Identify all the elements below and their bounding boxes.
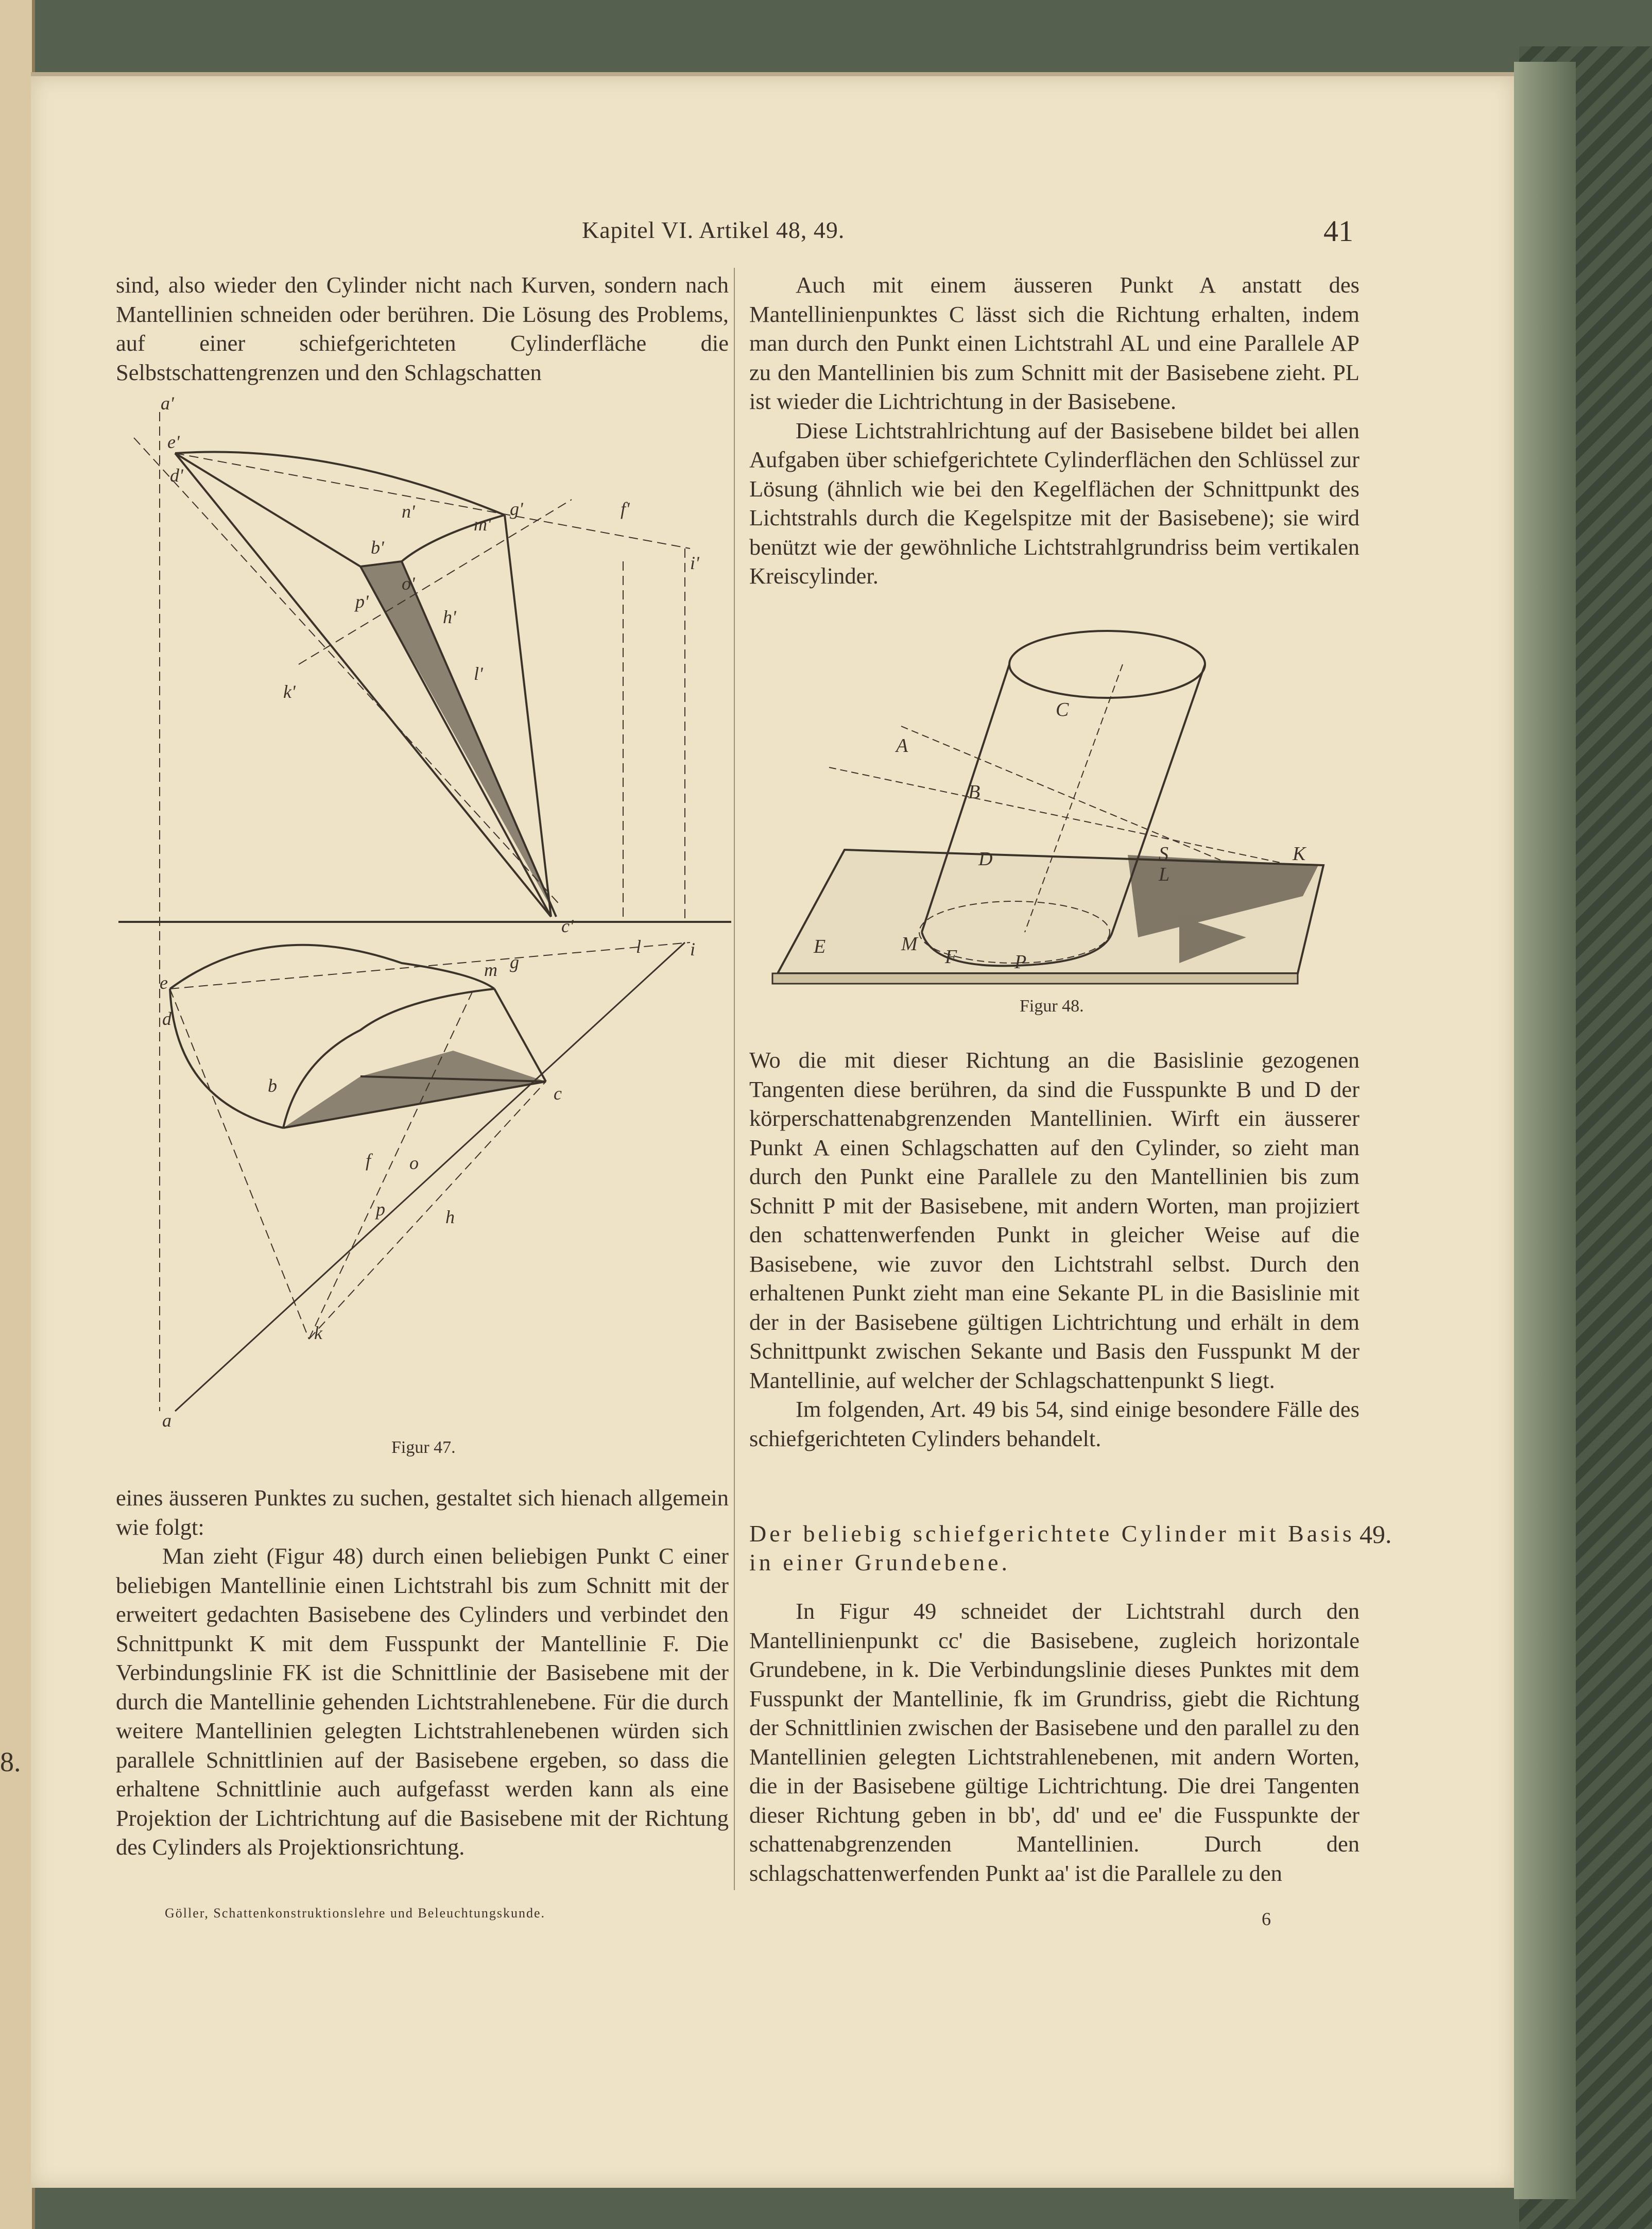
svg-text:h': h' bbox=[443, 607, 456, 627]
svg-text:S: S bbox=[1159, 843, 1168, 865]
paragraph: In Figur 49 schneidet der Lichtstrahl durch den Mantellinienpunkt cc' die Basisebene, zugleich horizontale Grundebene, in k. Die Verbindungslinie dieses Punktes mit dem Fusspunkt der Mantellinie, fk im Grundriss, giebt die Richtung der Schnittlinien zwischen der Basisebene und den parallel zu den Mantellinien gelegten Lichtstrahlenebenen, mit andern Worten, die in der Basisebene gültige Lichtrichtung. Die drei Tangenten dieser Richtung geben in bb', dd' und ee' die Fusspunkte der schattenabgrenzenden Mantellinien. Durch den schlagschattenwerfenden Punkt aa' ist die Parallele zu den bbox=[749, 1598, 1360, 1886]
svg-text:k: k bbox=[314, 1323, 322, 1343]
svg-text:E: E bbox=[814, 936, 826, 957]
running-title: Kapitel VI. Artikel 48, 49. bbox=[582, 217, 845, 243]
section-margin-number: 49. bbox=[1360, 1520, 1392, 1549]
svg-text:f': f' bbox=[621, 499, 630, 519]
paragraph: Im folgenden, Art. 49 bis 54, sind einige besondere Fälle des schiefgerichteten Cylinders behandelt. bbox=[749, 1396, 1360, 1451]
svg-text:c: c bbox=[554, 1083, 562, 1104]
column-rule bbox=[734, 268, 735, 1890]
svg-text:b: b bbox=[268, 1075, 277, 1096]
svg-text:m': m' bbox=[474, 514, 491, 535]
svg-text:d: d bbox=[162, 1008, 171, 1029]
svg-text:g': g' bbox=[510, 499, 523, 519]
svg-text:f: f bbox=[366, 1150, 371, 1171]
svg-text:K: K bbox=[1293, 843, 1306, 865]
paragraph: Auch mit einem äusseren Punkt A anstatt des Mantellinienpunktes C lässt sich die Richtung erhalten, indem man durch den Punkt einen Lichtstrahl AL und eine Parallele AP zu den Mantellinien bis zum Schnitt mit der Basisebene zieht. PL ist wieder die Lichtrichtung in der Basisebene. bbox=[749, 272, 1360, 414]
figure-48-caption: Figur 48. bbox=[1020, 997, 1084, 1016]
page-number: 41 bbox=[1323, 214, 1353, 248]
svg-text:B: B bbox=[968, 781, 980, 803]
svg-text:g: g bbox=[510, 952, 519, 972]
svg-text:F: F bbox=[945, 946, 957, 968]
svg-text:D: D bbox=[978, 848, 993, 870]
svg-text:a': a' bbox=[161, 393, 174, 414]
paragraph: eines äusseren Punktes zu suchen, gestaltet sich hienach allgemein wie folgt: bbox=[116, 1485, 729, 1540]
svg-text:a: a bbox=[162, 1410, 171, 1431]
svg-text:p: p bbox=[376, 1199, 385, 1220]
previous-page-edge bbox=[0, 0, 35, 2229]
figure-48 bbox=[767, 628, 1365, 994]
svg-text:h: h bbox=[445, 1207, 455, 1227]
svg-text:A: A bbox=[896, 735, 908, 757]
left-margin-number: 8. bbox=[0, 1746, 21, 1777]
svg-text:o': o' bbox=[402, 573, 415, 594]
left-column-bottom bbox=[116, 1483, 729, 1862]
svg-text:P: P bbox=[1014, 951, 1027, 973]
fig47-drawing bbox=[118, 452, 731, 1412]
svg-text:M: M bbox=[901, 933, 918, 955]
svg-text:e: e bbox=[160, 972, 168, 993]
svg-text:l: l bbox=[636, 936, 642, 957]
paragraph: Wo die mit dieser Richtung an die Basislinie gezogenen Tangenten diese berühren, da sind die Fusspunkte B und D der körperschattenabgrenzenden Mantellinien. Wirft ein äusserer Punkt A einen Schlagschatten auf den Cylinder, so zieht man durch den Punkt eine Parallele zu den Mantellinien bis zum Schnitt P mit der Basisebene, mit andern Worten, man projiziert den schattenwerfenden Punkt in gleicher Weise auf die Basisebene, wie zuvor den Lichtstrahl selbst. Durch den erhaltenen Punkt zieht man eine Sekante PL in die Basislinie mit der in der Basisebene gültigen Lichtrichtung und erhält in dem Schnittpunkt zwischen Sekante und Basis den Fusspunkt M der Mantellinie, auf welcher der Schlagschattenpunkt S liegt. bbox=[749, 1047, 1360, 1393]
paragraph: sind, also wieder den Cylinder nicht nach Kurven, sondern nach Mantellinien schneiden oder berühren. Die Lösung des Problems, auf einer schiefgerichteten Cylinderfläche die Selbstschattengrenzen und den Schlagschatten bbox=[116, 272, 729, 385]
right-column-bottom bbox=[749, 1597, 1360, 1888]
svg-text:e': e' bbox=[167, 432, 180, 452]
svg-text:o: o bbox=[409, 1153, 419, 1173]
signature-mark: 6 bbox=[1262, 1909, 1271, 1929]
svg-text:p': p' bbox=[355, 591, 369, 612]
figure-47 bbox=[113, 391, 731, 1432]
svg-text:L: L bbox=[1159, 864, 1170, 885]
footer-text: Göller, Schattenkonstruktionslehre und Beleuchtungskunde. bbox=[165, 1906, 546, 1921]
svg-text:C: C bbox=[1056, 699, 1069, 721]
svg-text:d': d' bbox=[170, 465, 183, 486]
svg-text:l': l' bbox=[474, 663, 483, 684]
figure-47-caption: Figur 47. bbox=[391, 1438, 456, 1457]
svg-text:c': c' bbox=[561, 916, 574, 936]
paragraph: Man zieht (Figur 48) durch einen beliebigen Punkt C einer beliebigen Mantellinie einen Lichtstrahl bis zum Schnitt mit der erweitert gedachten Basisebene des Cylinders und verbindet den Schnittpunkt K mit dem Fusspunkt der Mantellinie F. Die Verbindungslinie FK ist die Schnittlinie der Basisebene mit der durch die Mantellinie gehenden Lichtstrahlenebene. Für die durch weitere Mantellinien gelegten Lichtstrahlenebenen würden sich parallele Schnittlinien auf der Basisebene ergeben, so dass die erhaltene Schnittlinie auch aufgefasst werden kann als eine Projektion der Lichtrichtung auf die Basisebene mit der Richtung des Cylinders als Projektionsrichtung. bbox=[116, 1543, 729, 1860]
svg-text:i': i' bbox=[690, 553, 699, 573]
svg-text:b': b' bbox=[371, 537, 384, 558]
svg-text:k': k' bbox=[283, 681, 296, 702]
svg-text:i: i bbox=[690, 939, 696, 959]
paragraph: Diese Lichtstrahlrichtung auf der Basisebene bildet bei allen Aufgaben über schiefgerichtete Cylinderflächen den Schlüssel zur Lösung (ähnlich wie bei den Kegelflächen der Schnittpunkt des Lichtstrahls durch die Kegelspitze mit der Basisebene); sie wird benützt wie der gewöhnliche Lichtstrahlgrundriss beim vertikalen Kreiscylinder. bbox=[749, 417, 1360, 589]
right-column-middle bbox=[749, 1045, 1360, 1453]
svg-text:n': n' bbox=[402, 501, 415, 522]
fig47-construction-lines bbox=[134, 412, 690, 1411]
svg-text:m: m bbox=[484, 959, 497, 980]
section-heading: Der beliebig schiefgerichtete Cylinder mit Basis in einer Grundebene. bbox=[749, 1520, 1355, 1575]
page-edge-shadow bbox=[1514, 62, 1576, 2199]
left-column-top bbox=[116, 270, 729, 387]
right-column-top bbox=[749, 270, 1360, 591]
fig47-labels bbox=[160, 393, 700, 1431]
